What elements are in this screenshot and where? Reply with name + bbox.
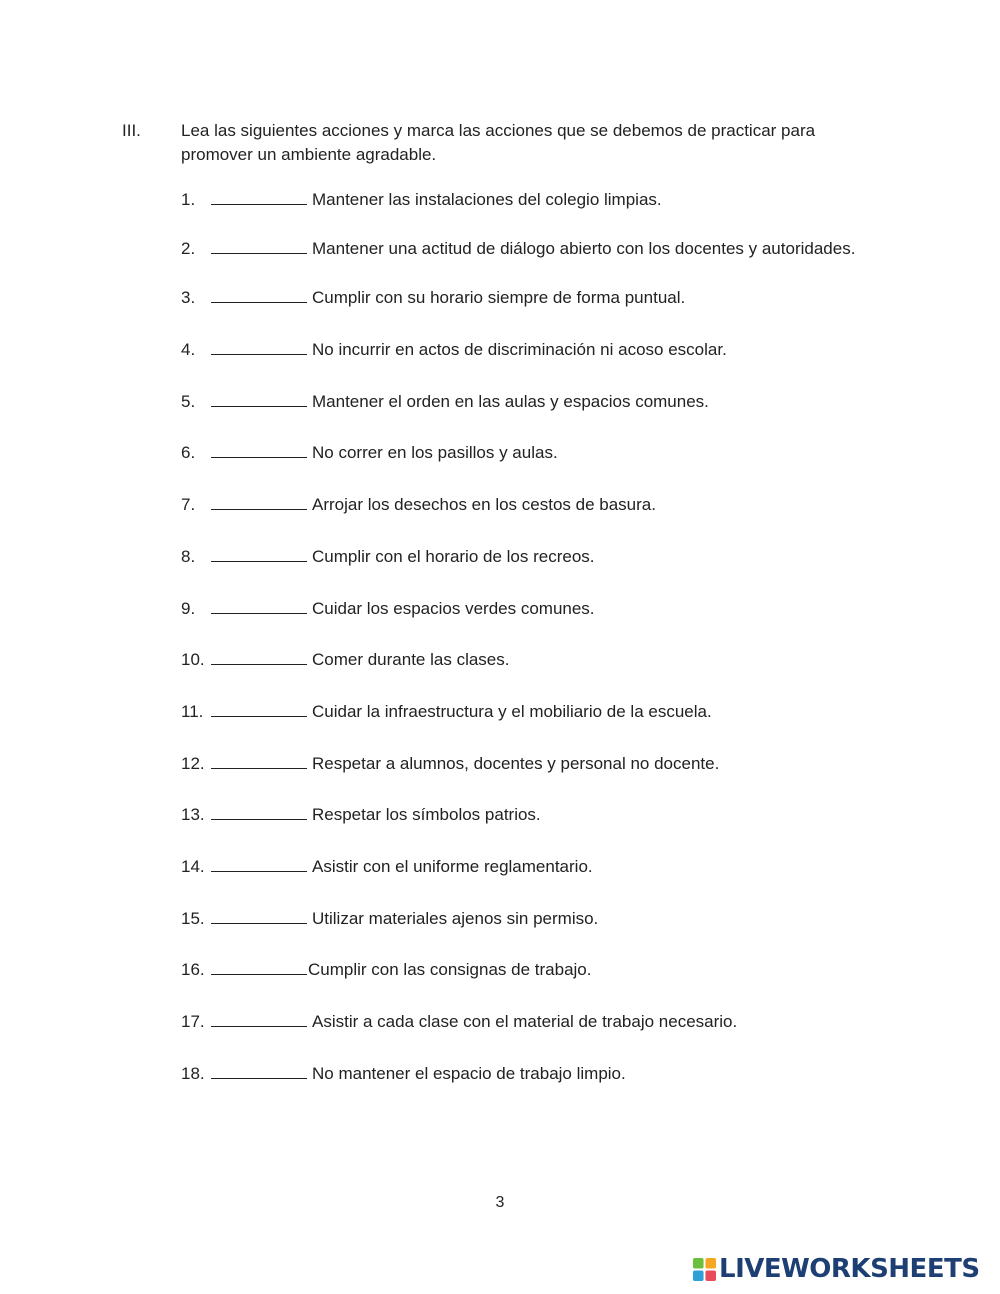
item-number: 14. [181,857,205,876]
answer-blank[interactable] [211,856,307,872]
list-item [181,958,591,982]
item-text: Cuidar la infraestructura y el mobiliario de la escuela. [312,702,712,721]
answer-blank[interactable] [211,959,307,975]
answer-blank[interactable] [211,1063,307,1079]
answer-blank[interactable] [211,804,307,820]
item-text: Utilizar materiales ajenos sin permiso. [312,909,599,928]
item-text: Asistir a cada clase con el material de trabajo necesario. [312,1012,738,1031]
item-number: 3. [181,288,196,307]
answer-blank[interactable] [211,442,307,458]
item-text: Cumplir con su horario siempre de forma puntual. [312,288,686,307]
list-item [181,237,855,261]
answer-blank[interactable] [211,391,307,407]
list-item [181,1062,626,1086]
item-number: 8. [181,547,196,566]
list-item [181,545,595,569]
list-item [181,855,593,879]
item-number: 5. [181,392,196,411]
item-text: Asistir con el uniforme reglamentario. [312,857,593,876]
answer-blank[interactable] [211,701,307,717]
answer-blank[interactable] [211,649,307,665]
answer-blank[interactable] [211,546,307,562]
answer-blank[interactable] [211,598,307,614]
list-item [181,188,662,212]
item-number: 6. [181,443,196,462]
item-text: Mantener una actitud de diálogo abierto con los docentes y autoridades. [312,239,856,258]
item-text: Cumplir con el horario de los recreos. [312,547,595,566]
brand-name: LIVEWORKSHEETS [719,1254,980,1284]
list-item [181,597,595,621]
instructions: Lea las siguientes acciones y marca las acciones que se debemos de practicar para promover un ambiente agradable. [181,121,816,164]
answer-blank[interactable] [211,238,307,254]
item-number: 11. [181,702,204,721]
item-number: 15. [181,909,205,928]
item-number: 2. [181,239,196,258]
item-text: Cuidar los espacios verdes comunes. [312,599,595,618]
answer-blank[interactable] [211,494,307,510]
list-item [181,493,656,517]
item-number: 1. [181,190,196,209]
answer-blank[interactable] [211,1011,307,1027]
section-number: III. [122,121,141,140]
list-item [181,1010,737,1034]
page-number: 3 [495,1194,505,1211]
list-item [181,907,598,931]
list-item [181,700,712,724]
item-text: Respetar a alumnos, docentes y personal no docente. [312,754,720,773]
list-item [181,286,685,310]
list-item [181,752,719,776]
item-number: 7. [181,495,196,514]
liveworksheets-logo [693,1255,980,1283]
item-text: Mantener el orden en las aulas y espacios comunes. [312,392,709,411]
item-number: 13. [181,805,205,824]
item-text: No mantener el espacio de trabajo limpio. [312,1064,626,1083]
answer-blank[interactable] [211,339,307,355]
list-item [181,803,541,827]
item-text: Comer durante las clases. [312,650,510,669]
item-number: 17. [181,1012,205,1031]
liveworksheets-logo-icon [693,1258,716,1281]
item-number: 9. [181,599,196,618]
item-text: Mantener las instalaciones del colegio limpias. [312,190,662,209]
answer-blank[interactable] [211,753,307,769]
item-number: 16. [181,960,205,979]
item-text: Respetar los símbolos patrios. [312,805,541,824]
list-item [181,338,727,362]
item-number: 12. [181,754,205,773]
item-text: Arrojar los desechos en los cestos de basura. [312,495,656,514]
answer-blank[interactable] [211,908,307,924]
answer-blank[interactable] [211,287,307,303]
item-text: No incurrir en actos de discriminación ni acoso escolar. [312,340,727,359]
item-number: 4. [181,340,196,359]
item-number: 10. [181,650,205,669]
item-text: Cumplir con las consignas de trabajo. [308,960,592,979]
list-item [181,441,558,465]
answer-blank[interactable] [211,189,307,205]
item-text: No correr en los pasillos y aulas. [312,443,558,462]
list-item [181,390,709,414]
list-item [181,648,509,672]
item-number: 18. [181,1064,205,1083]
